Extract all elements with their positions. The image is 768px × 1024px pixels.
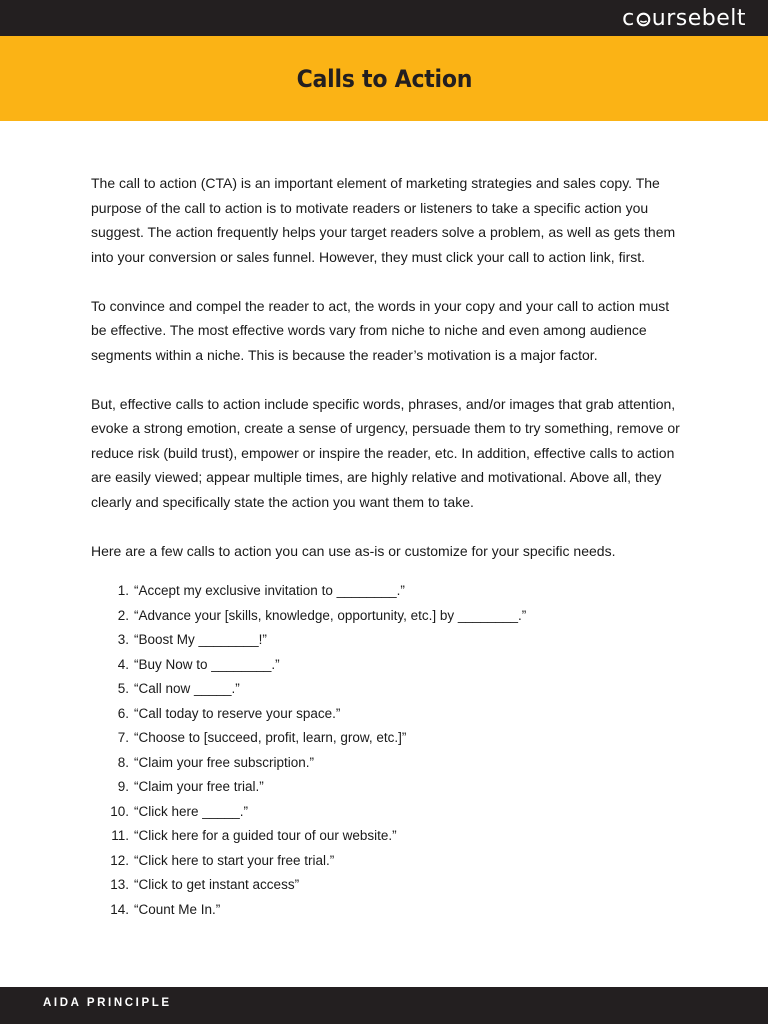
list-item-text: “Click here for a guided tour of our website.” [134,828,397,843]
list-item-text: “Accept my exclusive invitation to ________.” [134,583,405,598]
list-item [91,873,681,898]
logo-text-end: ursebelt [651,5,746,31]
list-item [91,702,681,727]
list-item-number: 12. [110,852,129,868]
list-item [91,898,681,923]
list-item-number: 9. [117,779,129,794]
list-item-number: 11. [111,828,129,843]
footer-bar [0,987,768,1024]
list-item [91,849,681,874]
list-item [91,653,681,678]
list-item [91,775,681,800]
list-item [91,726,681,751]
list-item [91,824,681,849]
list-item-number: 8. [117,754,129,770]
list-item [91,604,681,629]
list-item-number: 14. [110,901,129,917]
convince-paragraph: To convince and compel the reader to act, the words in your copy and your call to action must be effective. The most effective words vary from niche to niche and even among audience segments within a niche. This is because the reader’s motivation is a major factor. [91,297,670,363]
list-item-number: 7. [117,730,129,745]
cta-list [91,579,681,922]
list-item-number: 1. [117,583,129,598]
title-band [0,36,768,121]
list-item-number: 10. [110,803,129,819]
list-item-number: 5. [117,681,129,696]
list-item-text: “Click here _____.” [134,803,249,819]
list-item-text: “Call now _____.” [134,681,240,696]
list-item-text: “Count Me In.” [134,901,221,917]
top-bar [0,0,768,36]
list-item-text: “Buy Now to ________.” [134,656,280,672]
list-item-text: “Claim your free trial.” [134,779,264,794]
list-item-number: 2. [117,607,129,623]
list-item [91,579,681,604]
list-item-text: “Advance your [skills, knowledge, opportunity, etc.] by ________.” [134,607,527,623]
logo-text-start: c [622,5,635,31]
list-item-number: 4. [117,656,129,672]
page-title: Calls to Action [296,64,472,93]
list-item-text: “Boost My ________!” [134,632,267,647]
footer-label: AIDA PRINCIPLE [43,997,172,1009]
list-item-text: “Click to get instant access” [134,877,300,892]
list-item [91,628,681,653]
logo-o-icon [636,12,651,27]
list-item-number: 3. [117,632,129,647]
list-item-number: 6. [117,705,129,721]
list-item-text: “Click here to start your free trial.” [134,852,335,868]
list-item [91,751,681,776]
list-item-text: “Call today to reserve your space.” [134,705,341,721]
list-item-text: “Claim your free subscription.” [134,754,315,770]
coursebelt-logo[interactable] [622,4,746,32]
list-item-text: “Choose to [succeed, profit, learn, grow, etc.]” [134,730,407,745]
document-body [91,171,681,922]
list-intro-paragraph: Here are a few calls to action you can use as-is or customize for your specific needs. [91,542,616,559]
effective-cta-paragraph: But, effective calls to action include specific words, phrases, and/or images that grab attention, evoke a strong emotion, create a sense of urgency, persuade them to try something, remove or reduce risk (build trust), empower or inspire the reader, etc. In addition, effective calls to action are easily viewed; appear multiple times, are highly relative and motivational. Above all, they clearly and specifically state the action you want them to take. [91,395,680,510]
intro-paragraph: The call to action (CTA) is an important element of marketing strategies and sales copy. The purpose of the call to action is to motivate readers or listeners to take a specific action you suggest. The action frequently helps your target readers solve a problem, as well as gets them into your conversion or sales funnel. However, they must click your call to action link, first. [91,175,676,265]
list-item [91,677,681,702]
list-item-number: 13. [110,877,129,892]
list-item [91,800,681,825]
